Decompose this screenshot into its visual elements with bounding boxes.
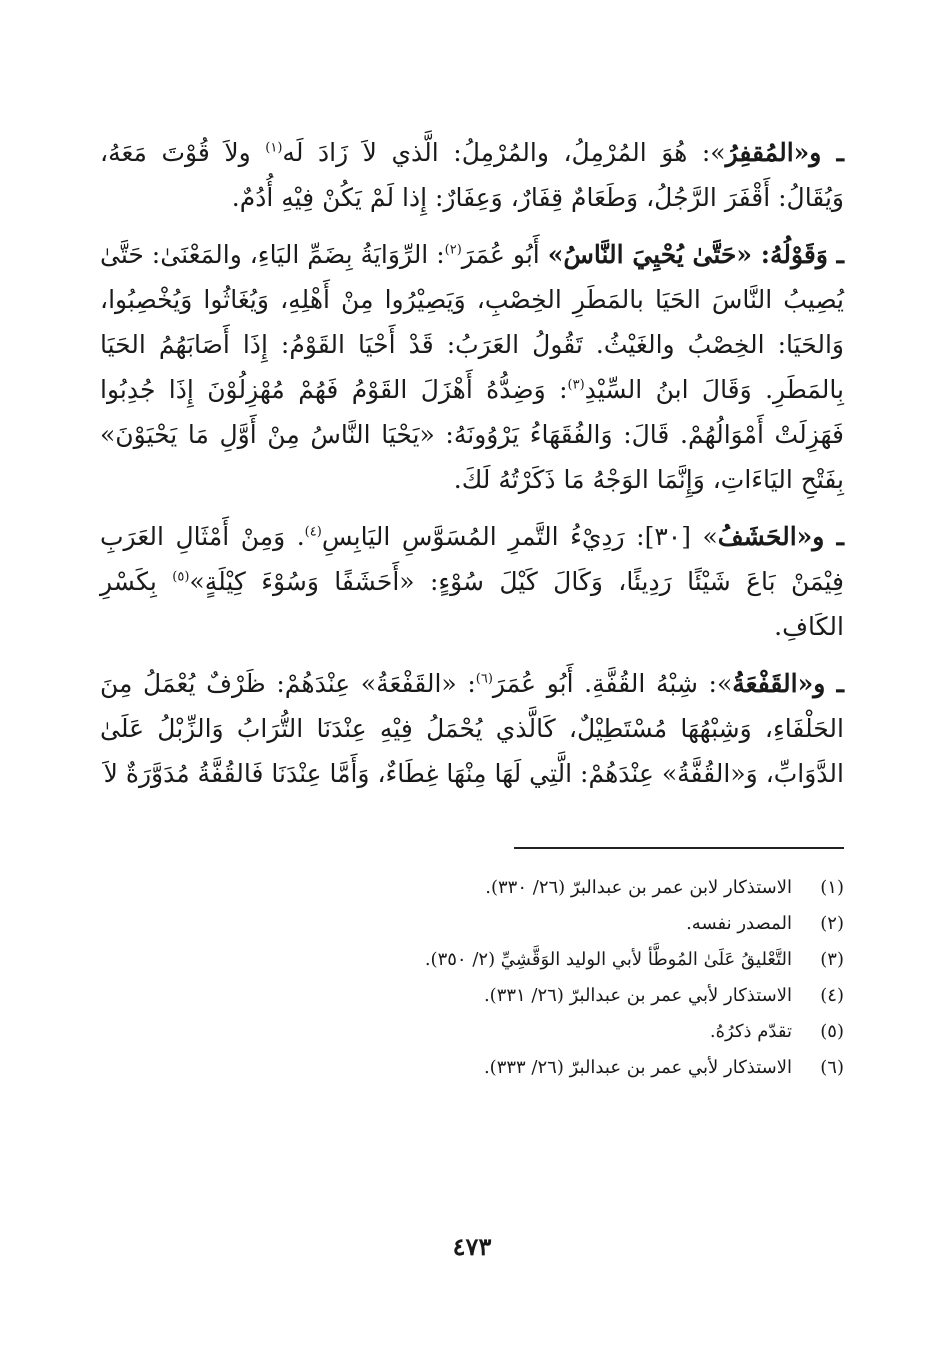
entry-text: : وَضِدُّهُ أَهْزَلَ القَوْمُ فَهُمْ مُهْزِلُوْنَ إِذَا جُدِبُوا فَهَزِلَتْ أَمْوَالُهُمْ. قَالَ: وَالفُقَهَاءُ يَرْوُونَهُ: «يَحْيَا النَّاسُ مِنْ أَوَّلِ مَا يَحْيَوْنَ» بِفَتْحِ اليَاءَاتِ، وَإِنَّمَا الوَجْهُ مَا ذَكَرْتُهُ لَكَ. bbox=[100, 375, 844, 494]
footnote-text: الاستذكار لأبي عمر بن عبدالبرّ (٢٦/ ٣٣١). bbox=[483, 985, 792, 1006]
entry-text: : «القَفْعَةُ» عِنْدَهُمْ: ظَرْفٌ يُعْمَلُ مِنَ الحَلْفَاءِ، وَشِبْهُهَا مُسْتَطِيْلٌ، كَالَّذي يُحْمَلُ فِيْهِ عِنْدَنَا التُّرَابُ وَالزِّبْلُ عَلَىٰ الدَّوَابِّ، وَ«القُفَّةُ» عِنْدَهُمْ: الَّتِي لَهَا مِنْهَا غِطَاءٌ، وَأَمَّا عِنْدَنَا فَالقُفَّةُ مُدَوَّرَةٌ لاَ bbox=[100, 669, 844, 788]
entry-text: . وَمِنْ أَمْثَالِ العَرَبِ فِيْمَنْ بَاعَ شَيْئًا رَدِيئًا، وَكَالَ كَيْلَ سُوْءٍ: «أَحَشَفًا وَسُوْءَ كِيْلَةٍ» bbox=[100, 522, 844, 596]
footnote-item bbox=[100, 942, 844, 978]
footnote-number: (٢) bbox=[820, 913, 844, 934]
main-text bbox=[100, 130, 844, 808]
footnote-text: تقدّم ذكرُهُ. bbox=[709, 1021, 792, 1042]
entry-text: أَبُو عُمَرَ bbox=[461, 240, 548, 269]
entry-text: » [٣٠]: رَدِيْءُ التَّمرِ المُسَوَّسِ اليَابِسِ bbox=[321, 522, 718, 551]
footnote-item bbox=[100, 1014, 844, 1050]
entry-text: »: شِبْهُ القُفَّةِ. أَبُو عُمَرَ bbox=[492, 669, 733, 698]
footnote-item bbox=[100, 870, 844, 906]
entry-text: بِكَسْرِ الكَافِ. bbox=[100, 567, 844, 641]
footnote-item bbox=[100, 978, 844, 1014]
footnote-ref[interactable]: (١) bbox=[265, 140, 283, 156]
footnotes bbox=[100, 870, 844, 1086]
footnote-number: (١) bbox=[820, 877, 844, 898]
footnote-number: (٦) bbox=[820, 1057, 844, 1078]
footnote-text: المصدر نفسه. bbox=[686, 913, 792, 934]
entry-marker: ـ و« bbox=[793, 138, 844, 167]
footnote-number: (٤) bbox=[820, 985, 844, 1006]
footnote-item bbox=[100, 1050, 844, 1086]
footnote-ref[interactable]: (٥) bbox=[172, 569, 190, 585]
entry-term: القَفْعَةُ bbox=[732, 669, 798, 698]
entry-term: الحَشَفُ bbox=[717, 522, 797, 551]
paragraph-qaf-a bbox=[100, 661, 844, 796]
footnote-ref[interactable]: (٦) bbox=[475, 671, 493, 687]
footnote-number: (٥) bbox=[820, 1021, 844, 1042]
footnote-divider bbox=[514, 847, 844, 849]
entry-text: ولاَ قُوْتَ مَعَهُ، وَيُقَالُ: أَقْفَرَ الرَّجُلُ، وَطَعَامٌ قِفَارٌ، وَعِفَارٌ: إِذا لَمْ يَكُنْ فِيْهِ أُدُمٌ. bbox=[100, 138, 844, 212]
entry-text: »: هُوَ المُرْمِلُ، والمُرْمِلُ: الَّذي لاَ زَادَ لَه bbox=[282, 138, 726, 167]
footnote-ref[interactable]: (٤) bbox=[304, 524, 322, 540]
footnote-text: الاستذكار لأبي عمر بن عبدالبرّ (٢٦/ ٣٣٣). bbox=[483, 1057, 792, 1078]
entry-term: المُقفِرُ bbox=[725, 138, 794, 167]
paragraph-muqfir bbox=[100, 130, 844, 220]
entry-marker: ـ و« bbox=[796, 522, 844, 551]
paragraph-yuhyi bbox=[100, 232, 844, 502]
entry-marker: ـ bbox=[827, 240, 844, 269]
page-number: ٤٧٣ bbox=[452, 1232, 492, 1261]
paragraph-hashaf bbox=[100, 514, 844, 649]
footnote-text: الاستذكار لابن عمر بن عبدالبرّ (٢٦/ ٣٣٠). bbox=[485, 877, 792, 898]
footnote-item bbox=[100, 906, 844, 942]
footnote-text: التَّعْليقُ عَلَىٰ المُوطَّأ لأبي الوليد الوَقَّشِيِّ (٢/ ٣٥٠). bbox=[424, 949, 792, 970]
entry-marker: ـ و« bbox=[797, 669, 844, 698]
entry-text: : الرِّوَايَةُ بِضَمِّ اليَاءِ، والمَعْنَىٰ: حَتَّىٰ يُصِيبُ النَّاسَ الحَيَا بالمَطَرِ الخِصْبِ، وَيَصِيْرُوا مِنْ أَهْلِهِ، وَيُغَاثُوا وَيُخْصِبُوا، وَالحَيَا: الخِصْبُ والغَيْثُ. تَقُولُ العَرَبُ: قَدْ أَحْيَا القَوْمُ: إِذَا أَصَابَهُمُ الحَيَا بِالمَطَرِ. وَقَالَ ابنُ السِّيْدِ bbox=[100, 240, 844, 404]
footnote-ref[interactable]: (٢) bbox=[444, 242, 462, 258]
footnote-ref[interactable]: (٣) bbox=[567, 377, 585, 393]
entry-term: وَقَوْلُهُ: «حَتَّىٰ يُحْيِيَ النَّاسُ» bbox=[547, 240, 828, 269]
footnote-number: (٣) bbox=[820, 949, 844, 970]
